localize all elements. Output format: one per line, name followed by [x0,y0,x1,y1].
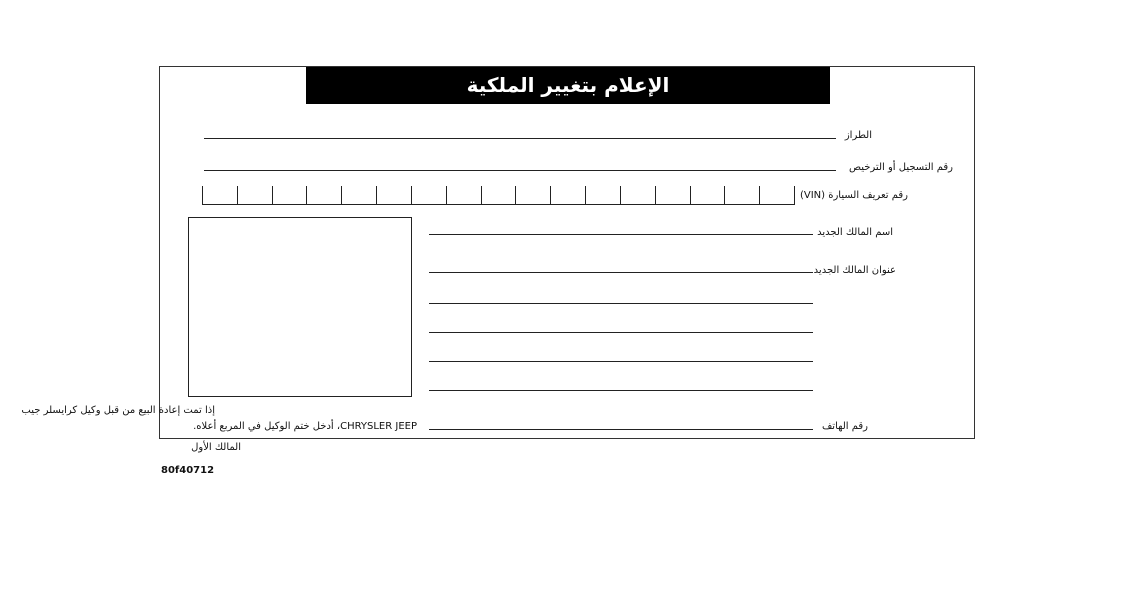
vin-cell[interactable] [620,186,655,204]
vin-label: رقم تعريف السيارة (VIN) [799,190,908,201]
vin-cell[interactable] [481,186,516,204]
dealer-stamp-box[interactable] [188,217,412,397]
form-title: الإعلام بتغيير الملكية [306,67,830,104]
new-owner-address-field[interactable] [429,272,813,273]
vin-cell[interactable] [655,186,690,204]
vin-cell[interactable] [585,186,620,204]
address-line[interactable] [429,390,813,391]
vin-cell[interactable] [724,186,759,204]
vin-field[interactable] [202,186,795,205]
vin-cell[interactable] [446,186,481,204]
registration-field[interactable] [204,170,836,171]
phone-label: رقم الهاتف [821,421,868,432]
address-line[interactable] [429,303,813,304]
model-field[interactable] [204,138,836,139]
vin-cell[interactable] [550,186,585,204]
vin-cell[interactable] [759,186,795,204]
address-line[interactable] [429,332,813,333]
vin-cell[interactable] [237,186,272,204]
vin-cell[interactable] [202,186,237,204]
document-code: 80f40712 [161,465,215,476]
vin-cell[interactable] [515,186,550,204]
vin-cell[interactable] [690,186,725,204]
first-owner-label: المالك الأول [191,442,241,453]
vin-cell[interactable] [376,186,411,204]
vin-cell[interactable] [306,186,341,204]
phone-field[interactable] [429,429,813,430]
resale-note-line1: إذا تمت إعادة البيع من قبل وكيل كرايسلر جيب [21,405,215,416]
vin-cell[interactable] [411,186,446,204]
vin-cell[interactable] [272,186,307,204]
vin-cell[interactable] [341,186,376,204]
model-label: الطراز [844,130,872,141]
new-owner-name-label: اسم المالك الجديد [817,227,893,238]
address-line[interactable] [429,361,813,362]
resale-note-line2: CHRYSLER JEEP، أدخل ختم الوكيل في المربع أعلاه. [193,421,417,432]
new-owner-address-label: عنوان المالك الجديد [813,265,896,276]
registration-label: رقم التسجيل أو الترخيص [848,162,953,173]
new-owner-name-field[interactable] [429,234,813,235]
